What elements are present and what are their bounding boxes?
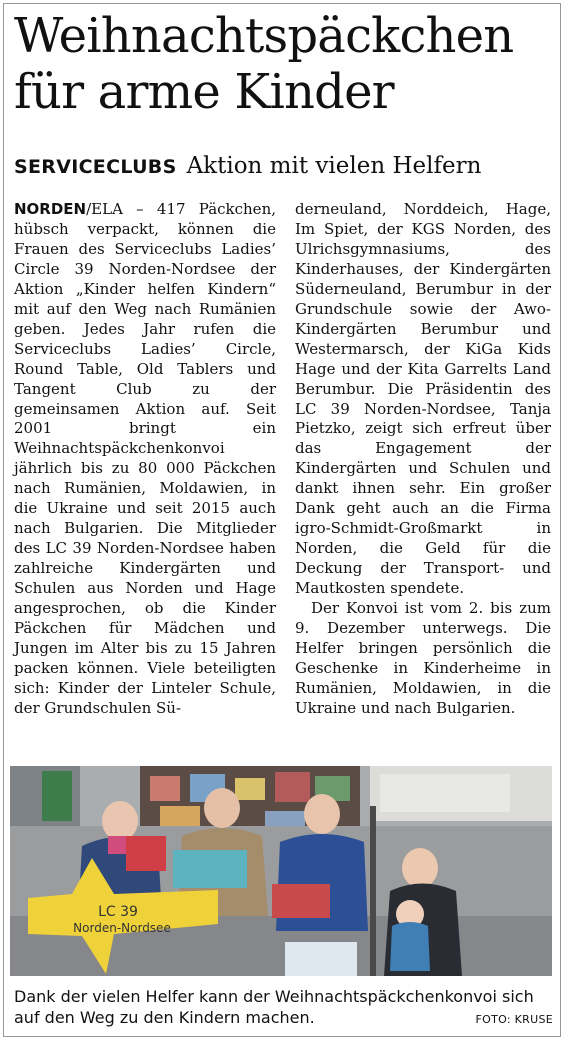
article-column-left xyxy=(14,200,276,719)
photo-caption: Dank der vielen Helfer kann der Weihnachtspäckchenkonvoi sich auf den Weg zu den Kindern machen. xyxy=(14,987,534,1027)
article-column-right xyxy=(295,200,551,719)
article-paragraph-right-1: derneuland, Norddeich, Hage, Im Spiet, der KGS Norden, des Ulrichsgymnasiums, des Kinderhauses, der Kindergärten Süderneuland, Berumbur in der Grundschule sowie der Awo-Kindergärten Berumbur und Westermarsch, der KiGa Kids Hage und der Kita Garrelts Land Berumbur. Die Präsidentin des LC 39 Norden-Nordsee, Tanja Pietzko, zeigt sich erfreut über das Engagement der Kindergärten und Schulen und dankt ihnen sehr. Ein großer Dank geht auch an die Firma igro-Schmidt-Großmarkt in Norden, die Geld für die Deckung der Transport- und Mautkosten spendete. xyxy=(295,200,551,598)
article-photo xyxy=(10,766,552,976)
photo-illustration xyxy=(10,766,552,976)
sign-text-line2: Norden-Nordsee xyxy=(73,921,171,935)
kicker-tag: SERVICECLUBS xyxy=(14,156,177,178)
dateline-author: /ELA – xyxy=(86,200,144,218)
dateline-place: NORDEN xyxy=(14,200,87,218)
article-paragraph-right-2: Der Konvoi ist vom 2. bis zum 9. Dezember unterwegs. Die Helfer bringen persönlich die Geschenke in Kinderheime in Rumänien, Moldawien, in die Ukraine und nach Bulgarien. xyxy=(295,599,551,717)
headline: Weihnachtspäckchen für arme Kinder xyxy=(14,8,514,120)
article-text-left: 417 Päckchen, hübsch verpackt, können die Frauen des Serviceclubs Ladies’ Circle 39 Norden-Nordsee der Aktion „Kinder helfen Kindern“ mit auf den Weg nach Rumänien geben. Jedes Jahr rufen die Serviceclubs Ladies’ Circle, Round Table, Old Tablers und Tangent Club zu der gemeinsamen Aktion auf. Seit 2001 bringt ein Weihnachtspäckchenkonvoi jährlich bis zu 80 000 Päckchen nach Rumänien, Moldawien, in die Ukraine und seit 2015 auch nach Bulgarien. Die Mitglieder des LC 39 Norden-Nordsee haben zahlreiche Kindergärten und Schulen aus Norden und Hage angesprochen, ob die Kinder Päckchen für Mädchen und Jungen im Alter bis zu 15 Jahren packen können. Viele beteiligten sich: Kinder der Linteler Schule, der Grundschulen Sü- xyxy=(14,200,276,717)
kicker-subtitle: Aktion mit vielen Helfern xyxy=(186,153,482,179)
photo-credit: FOTO: KRUSE xyxy=(475,1013,553,1026)
kicker xyxy=(14,153,554,179)
sign-text-line1: LC 39 xyxy=(98,904,138,920)
